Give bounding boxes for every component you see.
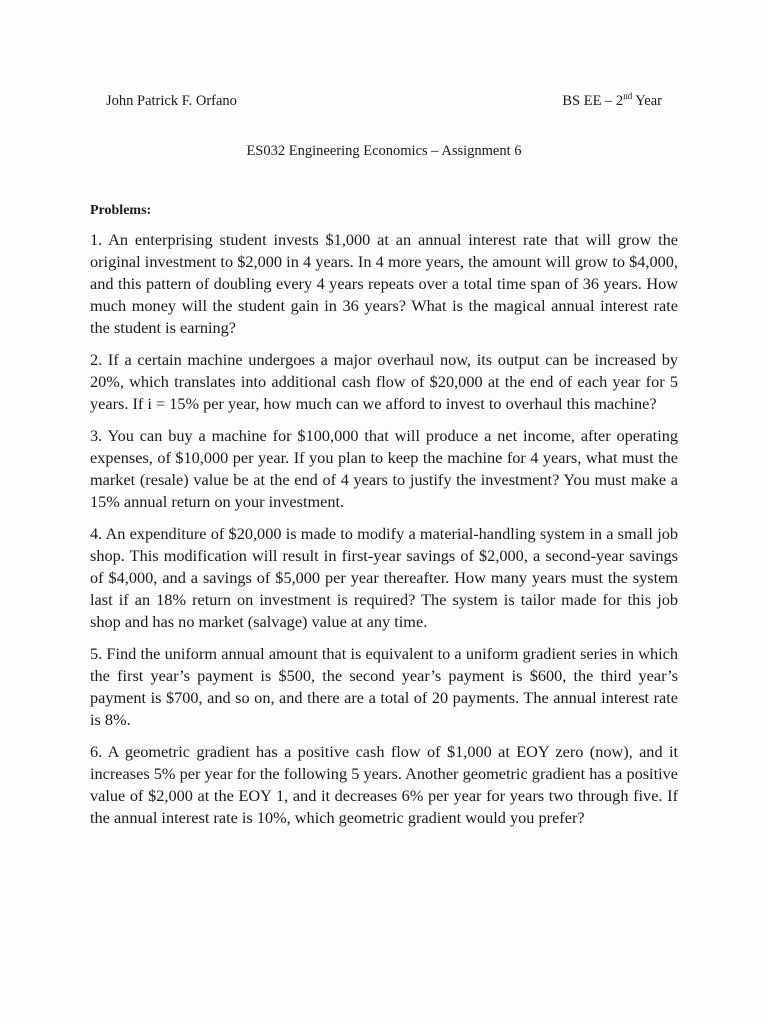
problem-1: 1. An enterprising student invests $1,000 at an annual interest rate that will grow the original investment to $2,000 in 4 years. In 4 more years, the amount will grow to $4,000, and this pattern of doubling every 4 years repeats over a total time span of 36 years. How much money will the student gain in 36 years? What is the magical annual interest rate the student is earning? bbox=[90, 230, 678, 337]
problem-3: 3. You can buy a machine for $100,000 that will produce a net income, after operating expenses, of $10,000 per year. If you plan to keep the machine for 4 years, what must the market (resale) value be at the end of 4 years to justify the investment? You must make a 15% annual return on your investment. bbox=[90, 426, 678, 511]
assignment-title: ES032 Engineering Economics – Assignment 6 bbox=[246, 143, 522, 159]
problem-5: 5. Find the uniform annual amount that is equivalent to a uniform gradient series in which the first year’s payment is $500, the second year’s payment is $600, the third year’s payment is $700, and so on, and there are a total of 20 payments. The annual interest rate is 8%. bbox=[90, 644, 678, 729]
course-year bbox=[562, 93, 662, 110]
course-superscript: nd bbox=[623, 91, 633, 102]
problem-2: 2. If a certain machine undergoes a major overhaul now, its output can be increased by 20%, which translates into additional cash flow of $20,000 at the end of each year for 5 years. If i = 15% per year, how much can we afford to invest to overhaul this machine? bbox=[90, 350, 678, 413]
problem-4: 4. An expenditure of $20,000 is made to modify a material-handling system in a small job shop. This modification will result in first-year savings of $2,000, a second-year savings of $4,000, and a savings of $5,000 per year thereafter. How many years must the system last if an 18% return on investment is required? The system is tailor made for this job shop and has no market (salvage) value at any time. bbox=[90, 524, 678, 631]
course-suffix: Year bbox=[632, 93, 662, 109]
course-prefix: BS EE – 2 bbox=[562, 93, 624, 109]
header-row bbox=[106, 93, 662, 113]
problems-heading: Problems: bbox=[90, 203, 152, 218]
problem-6: 6. A geometric gradient has a positive cash flow of $1,000 at EOY zero (now), and it increases 5% per year for the following 5 years. Another geometric gradient has a positive value of $2,000 at the EOY 1, and it decreases 6% per year for years two through five. If the annual interest rate is 10%, which geometric gradient would you prefer? bbox=[90, 742, 678, 827]
author-name: John Patrick F. Orfano bbox=[106, 93, 237, 109]
problems-list bbox=[90, 229, 678, 839]
